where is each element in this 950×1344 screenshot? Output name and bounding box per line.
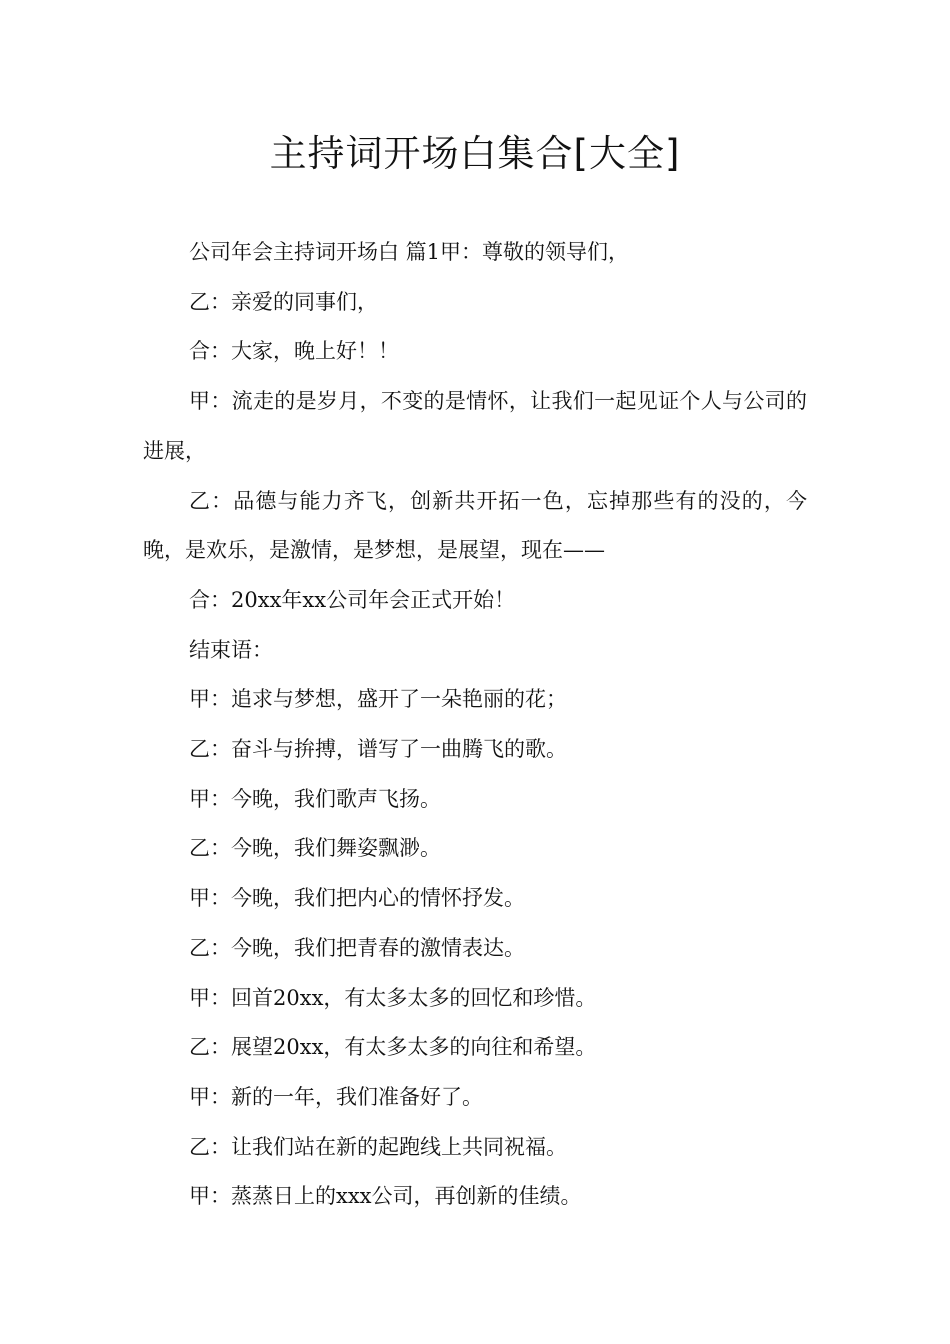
paragraph: 乙：让我们站在新的起跑线上共同祝福。: [189, 1134, 567, 1159]
paragraph: 结束语：: [189, 637, 273, 662]
paragraph: 乙：奋斗与拚搏，谱写了一曲腾飞的歌。: [189, 737, 567, 762]
paragraph: 甲：今晚，我们把内心的情怀抒发。: [189, 886, 525, 911]
paragraph: 乙：展望20xx，有太多太多的向往和希望。: [189, 1035, 597, 1060]
paragraph: 合：20xx年xx公司年会正式开始！: [189, 587, 516, 612]
document-body: [143, 228, 807, 1222]
paragraph: 甲：蒸蒸日上的xxx公司，再创新的佳绩。: [189, 1184, 582, 1209]
paragraph: 乙：亲爱的同事们，: [189, 289, 378, 314]
paragraph: 甲：今晚，我们歌声飞扬。: [189, 786, 441, 811]
paragraph: 甲：新的一年，我们准备好了。: [189, 1084, 483, 1109]
paragraph: 甲：流走的是岁月，不变的是情怀，让我们一起见证个人与公司的进展，: [143, 389, 807, 463]
paragraph: 乙：今晚，我们把青春的激情表达。: [189, 935, 525, 960]
paragraph: 甲：追求与梦想，盛开了一朵艳丽的花；: [189, 687, 567, 712]
paragraph: 乙：品德与能力齐飞，创新共开拓一色，忘掉那些有的没的，今晚，是欢乐，是激情，是梦想，是展望，现在——: [143, 488, 807, 563]
paragraph: 公司年会主持词开场白 篇1甲：尊敬的领导们，: [189, 240, 630, 264]
paragraph: 甲：回首20xx，有太多太多的回忆和珍惜。: [189, 985, 597, 1010]
document-title: 主持词开场白集合[大全]: [269, 132, 681, 175]
paragraph: 合：大家，晚上好！！: [189, 339, 399, 364]
paragraph: 乙：今晚，我们舞姿飘渺。: [189, 836, 441, 861]
